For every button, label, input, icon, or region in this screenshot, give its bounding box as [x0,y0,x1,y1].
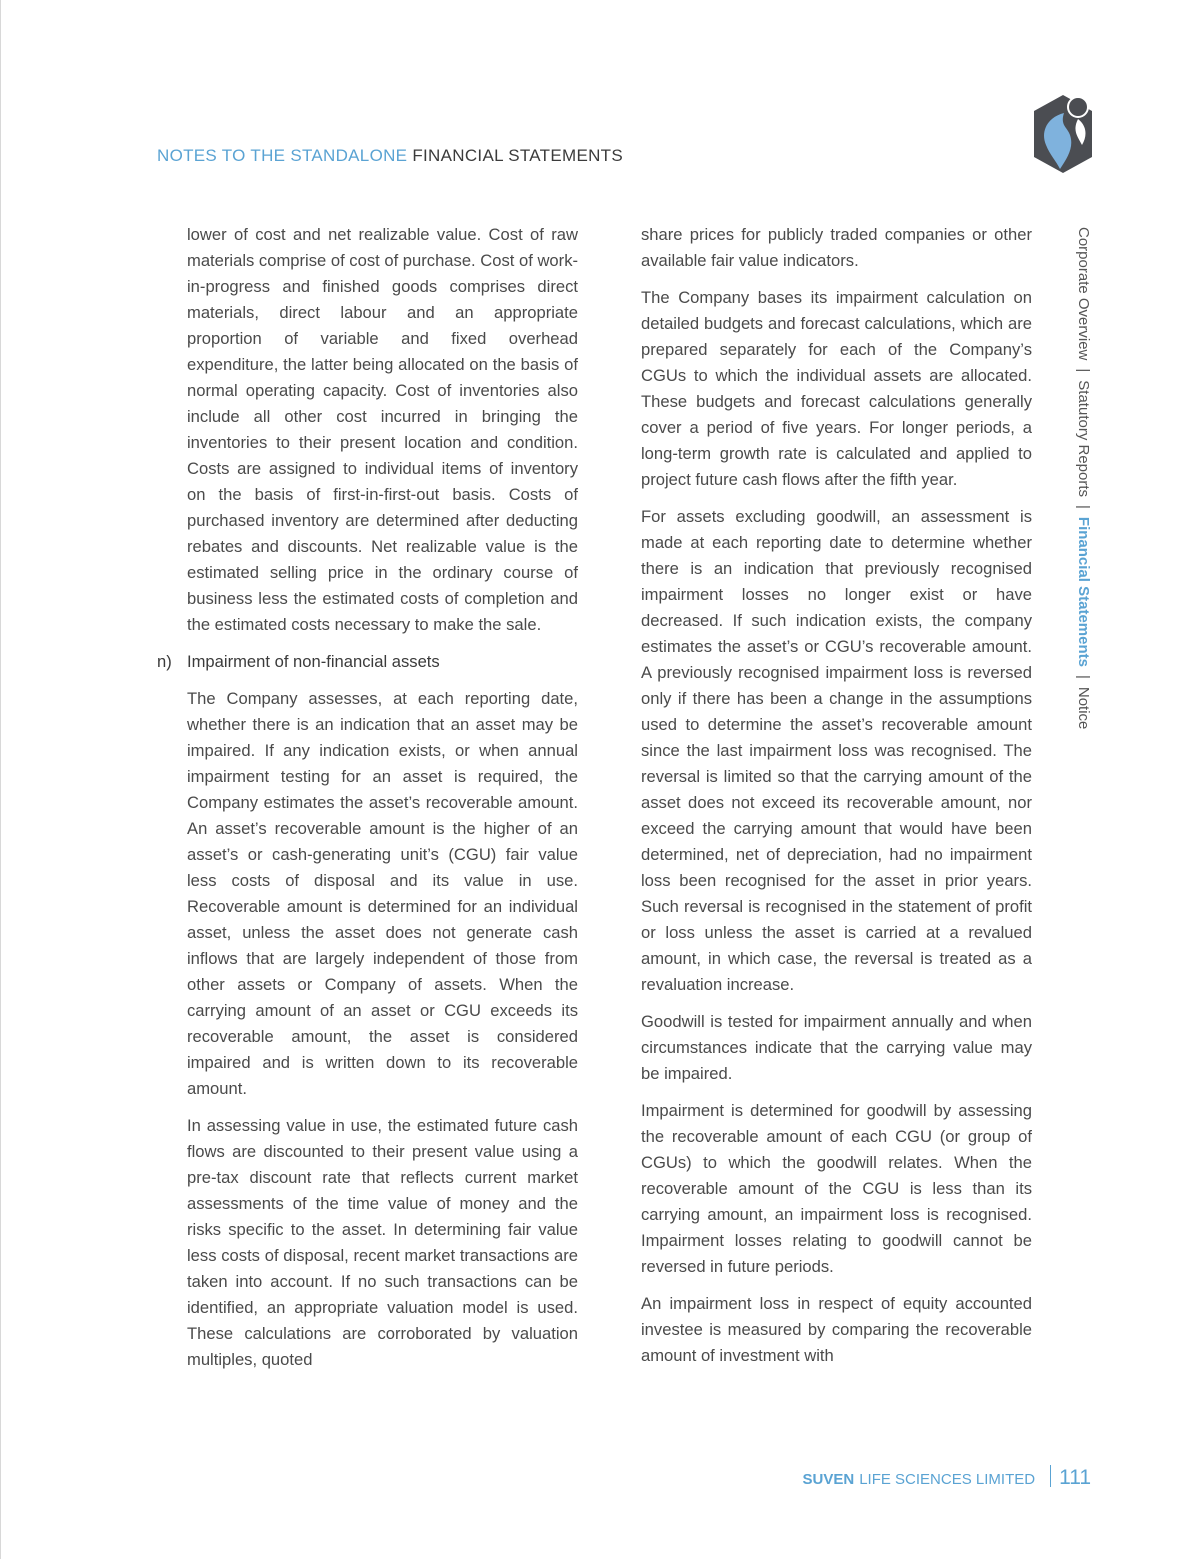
footer-company-rest: LIFE SCIENCES LIMITED [859,1471,1036,1488]
right-column [641,222,1032,1380]
left-column [157,222,579,1384]
page-number: 111 [1059,1466,1091,1489]
paragraph: For assets excluding goodwill, an assessment is made at each reporting date to determine whether there is an indication that previously recognised impairment losses no longer exist or have decreased. If such indication exists, the company estimates the asset’s or CGU’s recoverable amount. A previously recognised impairment loss is reversed only if there has been a change in the assumptions used to determine the asset’s recoverable amount since the last impairment loss was recognised. The reversal is limited so that the carrying amount of the asset does not exceed its recoverable amount, nor exceed the carrying amount that would have been determined, net of depreciation, had no impairment loss been recognised for the asset in prior years. Such reversal is recognised in the statement of profit or loss unless the asset is carried at a revalued amount, in which case, the reversal is treated as a revaluation increase. [641,507,1032,994]
paragraph: Goodwill is tested for impairment annually and when circumstances indicate that the carrying value may be impaired. [641,1012,1032,1083]
footer-divider [1050,1465,1051,1487]
nav-separator: | [1075,368,1092,373]
section-heading-text: Impairment of non-financial assets [187,652,440,671]
paragraph: lower of cost and net realizable value. Cost of raw materials comprise of cost of purchase. Cost of work-in-progress and finished goods comprises direct materials, direct labour and an appropriate proportion of variable and fixed overhead expenditure, the latter being allocated on the basis of normal operating capacity. Cost of inventories also include all other cost incurred in bringing the inventories to their present location and condition. Costs are assigned to individual items of inventory on the basis of first-in-first-out basis. Costs of purchased inventory are determined after deducting rebates and discounts. Net realizable value is the estimated selling price in the ordinary course of business less the estimated costs of completion and the estimated costs necessary to make the sale. [187,225,579,634]
nav-item-corporate-overview[interactable]: Corporate Overview [1075,227,1092,361]
paragraph: An impairment loss in respect of equity accounted investee is measured by comparing the recoverable amount of investment with [641,1294,1032,1365]
paragraph: The Company bases its impairment calculation on detailed budgets and forecast calculations, which are prepared separately for each of the Company’s CGUs to which the individual assets are allocated. These budgets and forecast calculations generally cover a period of five years. For longer periods, a long-term growth rate is calculated and applied to project future cash flows after the fifth year. [641,288,1032,489]
page-title-accent: NOTES TO THE STANDALONE [157,146,408,165]
section-heading [157,649,578,675]
paragraph: The Company assesses, at each reporting date, whether there is an indication that an asset may be impaired. If any indication exists, or when annual impairment testing for an asset is required, the Company estimates the asset’s recoverable amount. An asset’s recoverable amount is the higher of an asset’s or cash-generating unit’s (CGU) fair value less costs of disposal and its value in use. Recoverable amount is determined for an individual asset, unless the asset does not generate cash inflows that are largely independent of those from other assets or Company of assets. When the carrying amount of an asset or CGU exceeds its recoverable amount, the asset is considered impaired and is written down to its recoverable amount. [187,689,578,1098]
nav-separator: | [1075,674,1092,679]
paragraph: In assessing value in use, the estimated future cash flows are discounted to their present value using a pre-tax discount rate that reflects current market assessments of the time value of money and the risks specific to the asset. In determining fair value less costs of disposal, recent market transactions are taken into account. If no such transactions can be identified, an appropriate valuation model is used. These calculations are corroborated by valuation multiples, quoted [187,1116,578,1369]
page-title [157,146,623,166]
page-title-rest: FINANCIAL STATEMENTS [412,146,623,165]
paragraph: Impairment is determined for goodwill by assessing the recoverable amount of each CGU (or group of CGUs) to which the goodwill relates. When the recoverable amount of the CGU is less than its carrying amount, an impairment loss is recognised. Impairment losses relating to goodwill cannot be reversed in future periods. [641,1101,1032,1276]
nav-item-financial-statements[interactable]: Financial Statements [1075,516,1092,667]
footer-company-bold: SUVEN [802,1471,855,1488]
nav-item-statutory-reports[interactable]: Statutory Reports [1075,380,1092,498]
paragraph: share prices for publicly traded companies or other available fair value indicators. [641,225,1032,270]
nav-item-notice[interactable]: Notice [1075,686,1092,730]
page-edge [0,0,1,1559]
nav-separator: | [1075,505,1092,509]
section-nav [1075,227,1092,729]
section-marker: n) [157,652,172,671]
page-footer [803,1462,1091,1490]
company-logo-icon [1034,95,1092,173]
